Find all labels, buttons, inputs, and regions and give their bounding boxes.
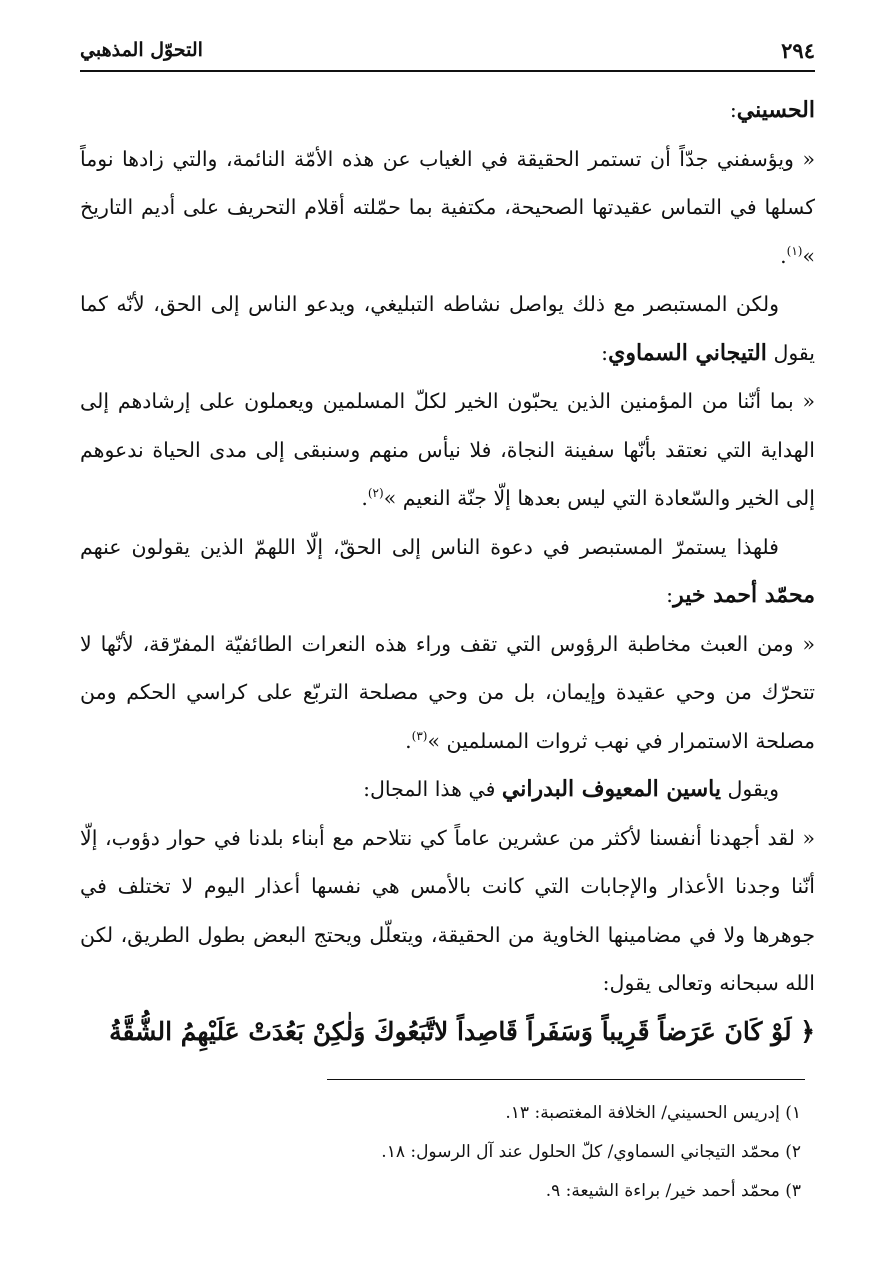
footnote-ref: (٣) — [411, 728, 428, 743]
footnote-1: ١) إدريس الحسيني/ الخلافة المغتصبة: ١٣. — [505, 1103, 801, 1123]
page-header — [80, 30, 815, 72]
period: . — [780, 243, 787, 268]
footnote-divider — [327, 1079, 805, 1080]
quote-text: « لقد أجهدنا أنفسنا لأكثر من عشرين عاماً كي نتلاحم مع أبناء بلدنا في حوار دؤوب، إلّا أنّنا وجدنا الأعذار والإجابات التي كانت بالأمس هي نفسها أعذار اليوم لا تختلف في جوهرها ولا في مضامينها الخاوية من الحقيقة، ويتعلّل ويحتج البعض بطول الطريق، لكن الله سبحانه وتعالى يقول: — [80, 825, 815, 995]
period: . — [405, 728, 412, 753]
paragraph-5 — [80, 523, 815, 620]
quote-text: « ومن العبث مخاطبة الرؤوس التي تقف وراء هذه النعرات الطائفيّة المفرّقة، لأنّها لا تتحرّك من وحي عقيدة وإيمان، بل من وحي مصلحة التربّع على كراسي الحكم ومن مصلحة الاستمرار في نهب ثروات المسلمين » — [80, 631, 815, 753]
colon: : — [729, 98, 737, 122]
speaker-name: الحسيني — [736, 97, 815, 123]
paragraph-text: ولكن المستبصر مع ذلك يواصل نشاطه التبليغي، ويدعو الناس إلى الحق، لأنّه كما يقول — [80, 292, 815, 365]
speaker-name: التيجاني السماوي — [608, 339, 767, 366]
quote-paragraph-3 — [80, 620, 815, 766]
main-text — [80, 86, 815, 1056]
footnote-ref: (١) — [786, 243, 803, 258]
quran-verse: ﴿ لَوْ كَانَ عَرَضاً قَرِيباً وَسَفَراً قَاصِداً لاتَّبَعُوكَ وَلٰكِنْ بَعُدَتْ عَلَيْهِمُ الشُّقَّةُ — [109, 1016, 815, 1046]
paragraph-3 — [80, 280, 815, 377]
speaker-name: ياسين المعيوف البدراني — [501, 776, 722, 802]
paragraph-text: ويقول — [721, 777, 779, 801]
footnote-2: ٢) محمّد التيجاني السماوي/ كلّ الحلول عند آل الرسول: ١٨. — [381, 1142, 801, 1162]
quote-text: « بما أنّنا من المؤمنين الذين يحبّون الخير لكلّ المسلمين ويعملون على إرشادهم إلى الهداية التي نعتقد بأنّها سفينة النجاة، فلا نيأس منهم وسنبقى إلى مدى الحياة ندعوهم إلى الخير والسّعادة التي ليس بعدها إلّا جنّة النعيم » — [80, 389, 815, 510]
quote-text: « ويؤسفني جدّاً أن تستمر الحقيقة في الغياب عن هذه الأمّة النائمة، والتي زادها نوماً كسلها في التماس عقيدتها الصحيحة، مكتفية بما حمّلته أقلام التحريف على أديم التاريخ » — [80, 146, 815, 268]
footnotes — [80, 1094, 801, 1211]
paragraph-text: فلهذا يستمرّ المستبصر في دعوة الناس إلى الحقّ، إلّا اللهمّ الذين يقولون عنهم — [80, 534, 779, 559]
colon: : — [601, 340, 609, 365]
quote-paragraph-2 — [80, 377, 815, 523]
paragraph-text: في هذا المجال: — [363, 777, 502, 801]
speaker-name: محمّد أحمد خير — [673, 582, 815, 608]
period: . — [361, 486, 368, 510]
colon: : — [666, 583, 674, 607]
paragraph-7 — [80, 765, 815, 814]
footnote-3: ٣) محمّد أحمد خير/ براءة الشيعة: ٩. — [545, 1181, 801, 1201]
page-number: ٢٩٤ — [781, 37, 815, 63]
quote-paragraph-4 — [80, 814, 815, 1008]
paragraph-1 — [80, 86, 815, 135]
quote-paragraph-1 — [80, 135, 815, 281]
footnote-ref: (٢) — [367, 486, 384, 501]
running-title: التحوّل المذهبي — [80, 39, 203, 61]
